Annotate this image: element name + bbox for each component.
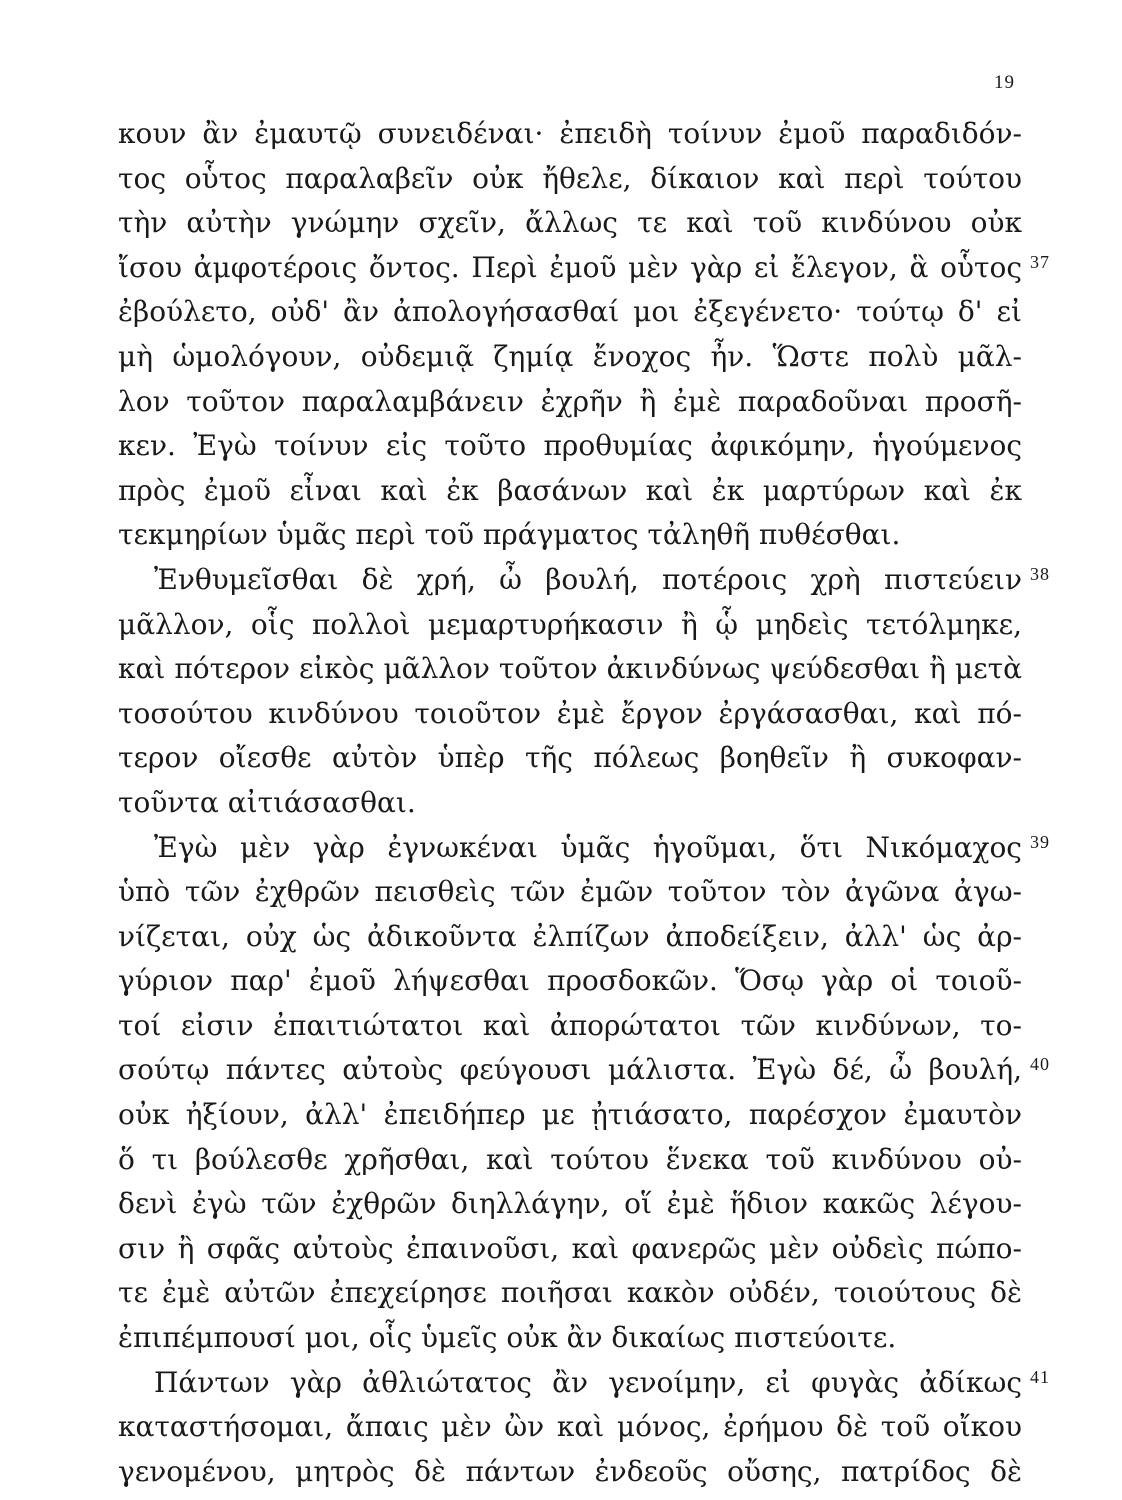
text-line-content: καταστήσομαι, ἄπαις μὲν ὢν καὶ μόνος, ἐρήμου δὲ τοῦ οἴκου — [118, 1410, 1022, 1444]
text-line-content: τερον οἴεσθε αὐτὸν ὑπὲρ τῆς πόλεως βοηθεῖν ἢ συκοφαν- — [118, 741, 1022, 775]
text-line — [118, 1182, 1022, 1227]
text-line — [118, 959, 1022, 1004]
section-number: 41 — [1030, 1366, 1050, 1387]
page-number: 19 — [994, 72, 1015, 93]
text-line — [118, 246, 1050, 291]
text-line — [118, 915, 1022, 960]
text-line-content: λον τοῦτον παραλαμβάνειν ἐχρῆν ἢ ἐμὲ παραδοῦναι προσῆ- — [118, 384, 1022, 418]
text-line-content: δενὶ ἐγὼ τῶν ἐχθρῶν διηλλάγην, οἵ ἐμὲ ἥδιον κακῶς λέγου- — [118, 1187, 1022, 1221]
text-line — [118, 1048, 1050, 1093]
text-line-content: ἐπιπέμπουσί μοι, οἷς ὑμεῖς οὐκ ἂν δικαίως πιστεύοιτε. — [118, 1321, 897, 1355]
text-line-content: Ἐγὼ μὲν γὰρ ἐγνωκέναι ὑμᾶς ἡγοῦμαι, ὅτι Νικόμαχος — [154, 830, 1022, 864]
text-line-content: Ἐνθυμεῖσθαι δὲ χρή, ὦ βουλή, ποτέροις χρὴ πιστεύειν — [154, 562, 1022, 596]
text-line — [118, 558, 1050, 603]
text-line-content: νίζεται, οὐχ ὡς ἀδικοῦντα ἐλπίζων ἀποδείξειν, ἀλλ' ὡς ἀρ- — [118, 919, 1022, 953]
text-line-content: Πάντων γὰρ ἀθλιώτατος ἂν γενοίμην, εἰ φυγὰς ἀδίκως — [154, 1365, 1022, 1399]
text-line-content: κουν ἂν ἐμαυτῷ συνειδέναι· ἐπειδὴ τοίνυν ἐμοῦ παραδιδόν- — [118, 117, 1022, 150]
text-line — [118, 870, 1022, 915]
text-line-content: τοσούτου κινδύνου τοιοῦτον ἐμὲ ἔργον ἐργάσασθαι, καὶ πό- — [118, 696, 1022, 730]
text-line — [118, 290, 1022, 335]
text-line — [118, 513, 1022, 558]
text-line — [118, 1093, 1022, 1138]
text-line-content: μᾶλλον, οἷς πολλοὶ μεμαρτυρήκασιν ἢ ᾧ μηδεὶς τετόλμηκε, — [118, 607, 1022, 641]
section-number: 38 — [1030, 563, 1050, 584]
greek-text-body — [118, 112, 1050, 1494]
text-line-content: ὅ τι βούλεσθε χρῆσθαι, καὶ τούτου ἕνεκα τοῦ κινδύνου οὐ- — [118, 1142, 1022, 1176]
text-line — [118, 335, 1022, 380]
text-line — [118, 736, 1022, 781]
text-line-content: οὐκ ἠξίουν, ἀλλ' ἐπειδήπερ με ᾐτιάσατο, παρέσχον ἐμαυτὸν — [118, 1098, 1022, 1132]
text-line-content: κεν. Ἐγὼ τοίνυν εἰς τοῦτο προθυμίας ἀφικόμην, ἡγούμενος — [118, 429, 1022, 463]
text-line — [118, 380, 1022, 425]
text-line — [118, 112, 1022, 157]
text-line-content: ἐβούλετο, οὐδ' ἂν ἀπολογήσασθαί μοι ἐξεγένετο· τούτῳ δ' εἰ — [118, 295, 1022, 329]
text-line-content: τοῦντα αἰτιάσασθαι. — [118, 785, 416, 819]
text-line-content: ὑπὸ τῶν ἐχθρῶν πεισθεὶς τῶν ἐμῶν τοῦτον τὸν ἀγῶνα ἀγω- — [118, 875, 1022, 909]
text-line — [118, 826, 1050, 871]
text-line — [118, 469, 1022, 514]
text-line — [118, 424, 1022, 469]
text-line-content: τος οὗτος παραλαβεῖν οὐκ ἤθελε, δίκαιον καὶ περὶ τούτου — [118, 161, 1022, 195]
text-line-content: σιν ἢ σφᾶς αὐτοὺς ἐπαινοῦσι, καὶ φανερῶς μὲν οὐδεὶς πώπο- — [118, 1231, 1022, 1265]
text-line — [118, 157, 1022, 202]
text-line-content: τὴν αὐτὴν γνώμην σχεῖν, ἄλλως τε καὶ τοῦ κινδύνου οὐκ — [118, 206, 1022, 240]
text-line-content: γύριον παρ' ἐμοῦ λήψεσθαι προσδοκῶν. Ὅσῳ γὰρ οἱ τοιοῦ- — [118, 964, 1022, 998]
text-line-content: τε ἐμὲ αὐτῶν ἐπεχείρησε ποιῆσαι κακὸν οὐδέν, τοιούτους δὲ — [118, 1276, 1022, 1310]
text-line — [118, 647, 1022, 692]
text-line-content: τεκμηρίων ὑμᾶς περὶ τοῦ πράγματος τἀληθῆ πυθέσθαι. — [118, 518, 901, 552]
text-line — [118, 1450, 1022, 1495]
text-line-content: γενομένου, μητρὸς δὲ πάντων ἐνδεοῦς οὔσης, πατρίδος δὲ — [118, 1454, 1022, 1488]
text-line — [118, 201, 1022, 246]
text-line — [118, 1271, 1022, 1316]
text-line — [118, 1004, 1022, 1049]
text-line-content: τοί εἰσιν ἐπαιτιώτατοι καὶ ἀπορώτατοι τῶν κινδύνων, το- — [118, 1008, 1022, 1042]
text-line-content: ἴσου ἀμφοτέροις ὄντος. Περὶ ἐμοῦ μὲν γὰρ εἰ ἔλεγον, ἃ οὗτος — [118, 250, 1022, 284]
text-line — [118, 603, 1022, 648]
section-number: 37 — [1030, 251, 1050, 272]
text-line — [118, 692, 1022, 737]
section-number: 39 — [1030, 831, 1050, 852]
text-line — [118, 1227, 1022, 1272]
text-line — [118, 1361, 1050, 1406]
text-line — [118, 1405, 1022, 1450]
text-line-content: σούτῳ πάντες αὐτοὺς φεύγουσι μάλιστα. Ἐγὼ δέ, ὦ βουλή, — [118, 1053, 1022, 1087]
text-line-content: μὴ ὡμολόγουν, οὐδεμιᾷ ζημίᾳ ἔνοχος ἦν. Ὥστε πολὺ μᾶλ- — [118, 339, 1022, 373]
text-line — [118, 1138, 1022, 1183]
text-line — [118, 781, 1022, 826]
section-number: 40 — [1030, 1054, 1050, 1075]
text-line-content: πρὸς ἐμοῦ εἶναι καὶ ἐκ βασάνων καὶ ἐκ μαρτύρων καὶ ἐκ — [118, 473, 1022, 507]
text-line-content: καὶ πότερον εἰκὸς μᾶλλον τοῦτον ἀκινδύνως ψεύδεσθαι ἢ μετὰ — [118, 652, 1022, 686]
text-line — [118, 1316, 1022, 1361]
